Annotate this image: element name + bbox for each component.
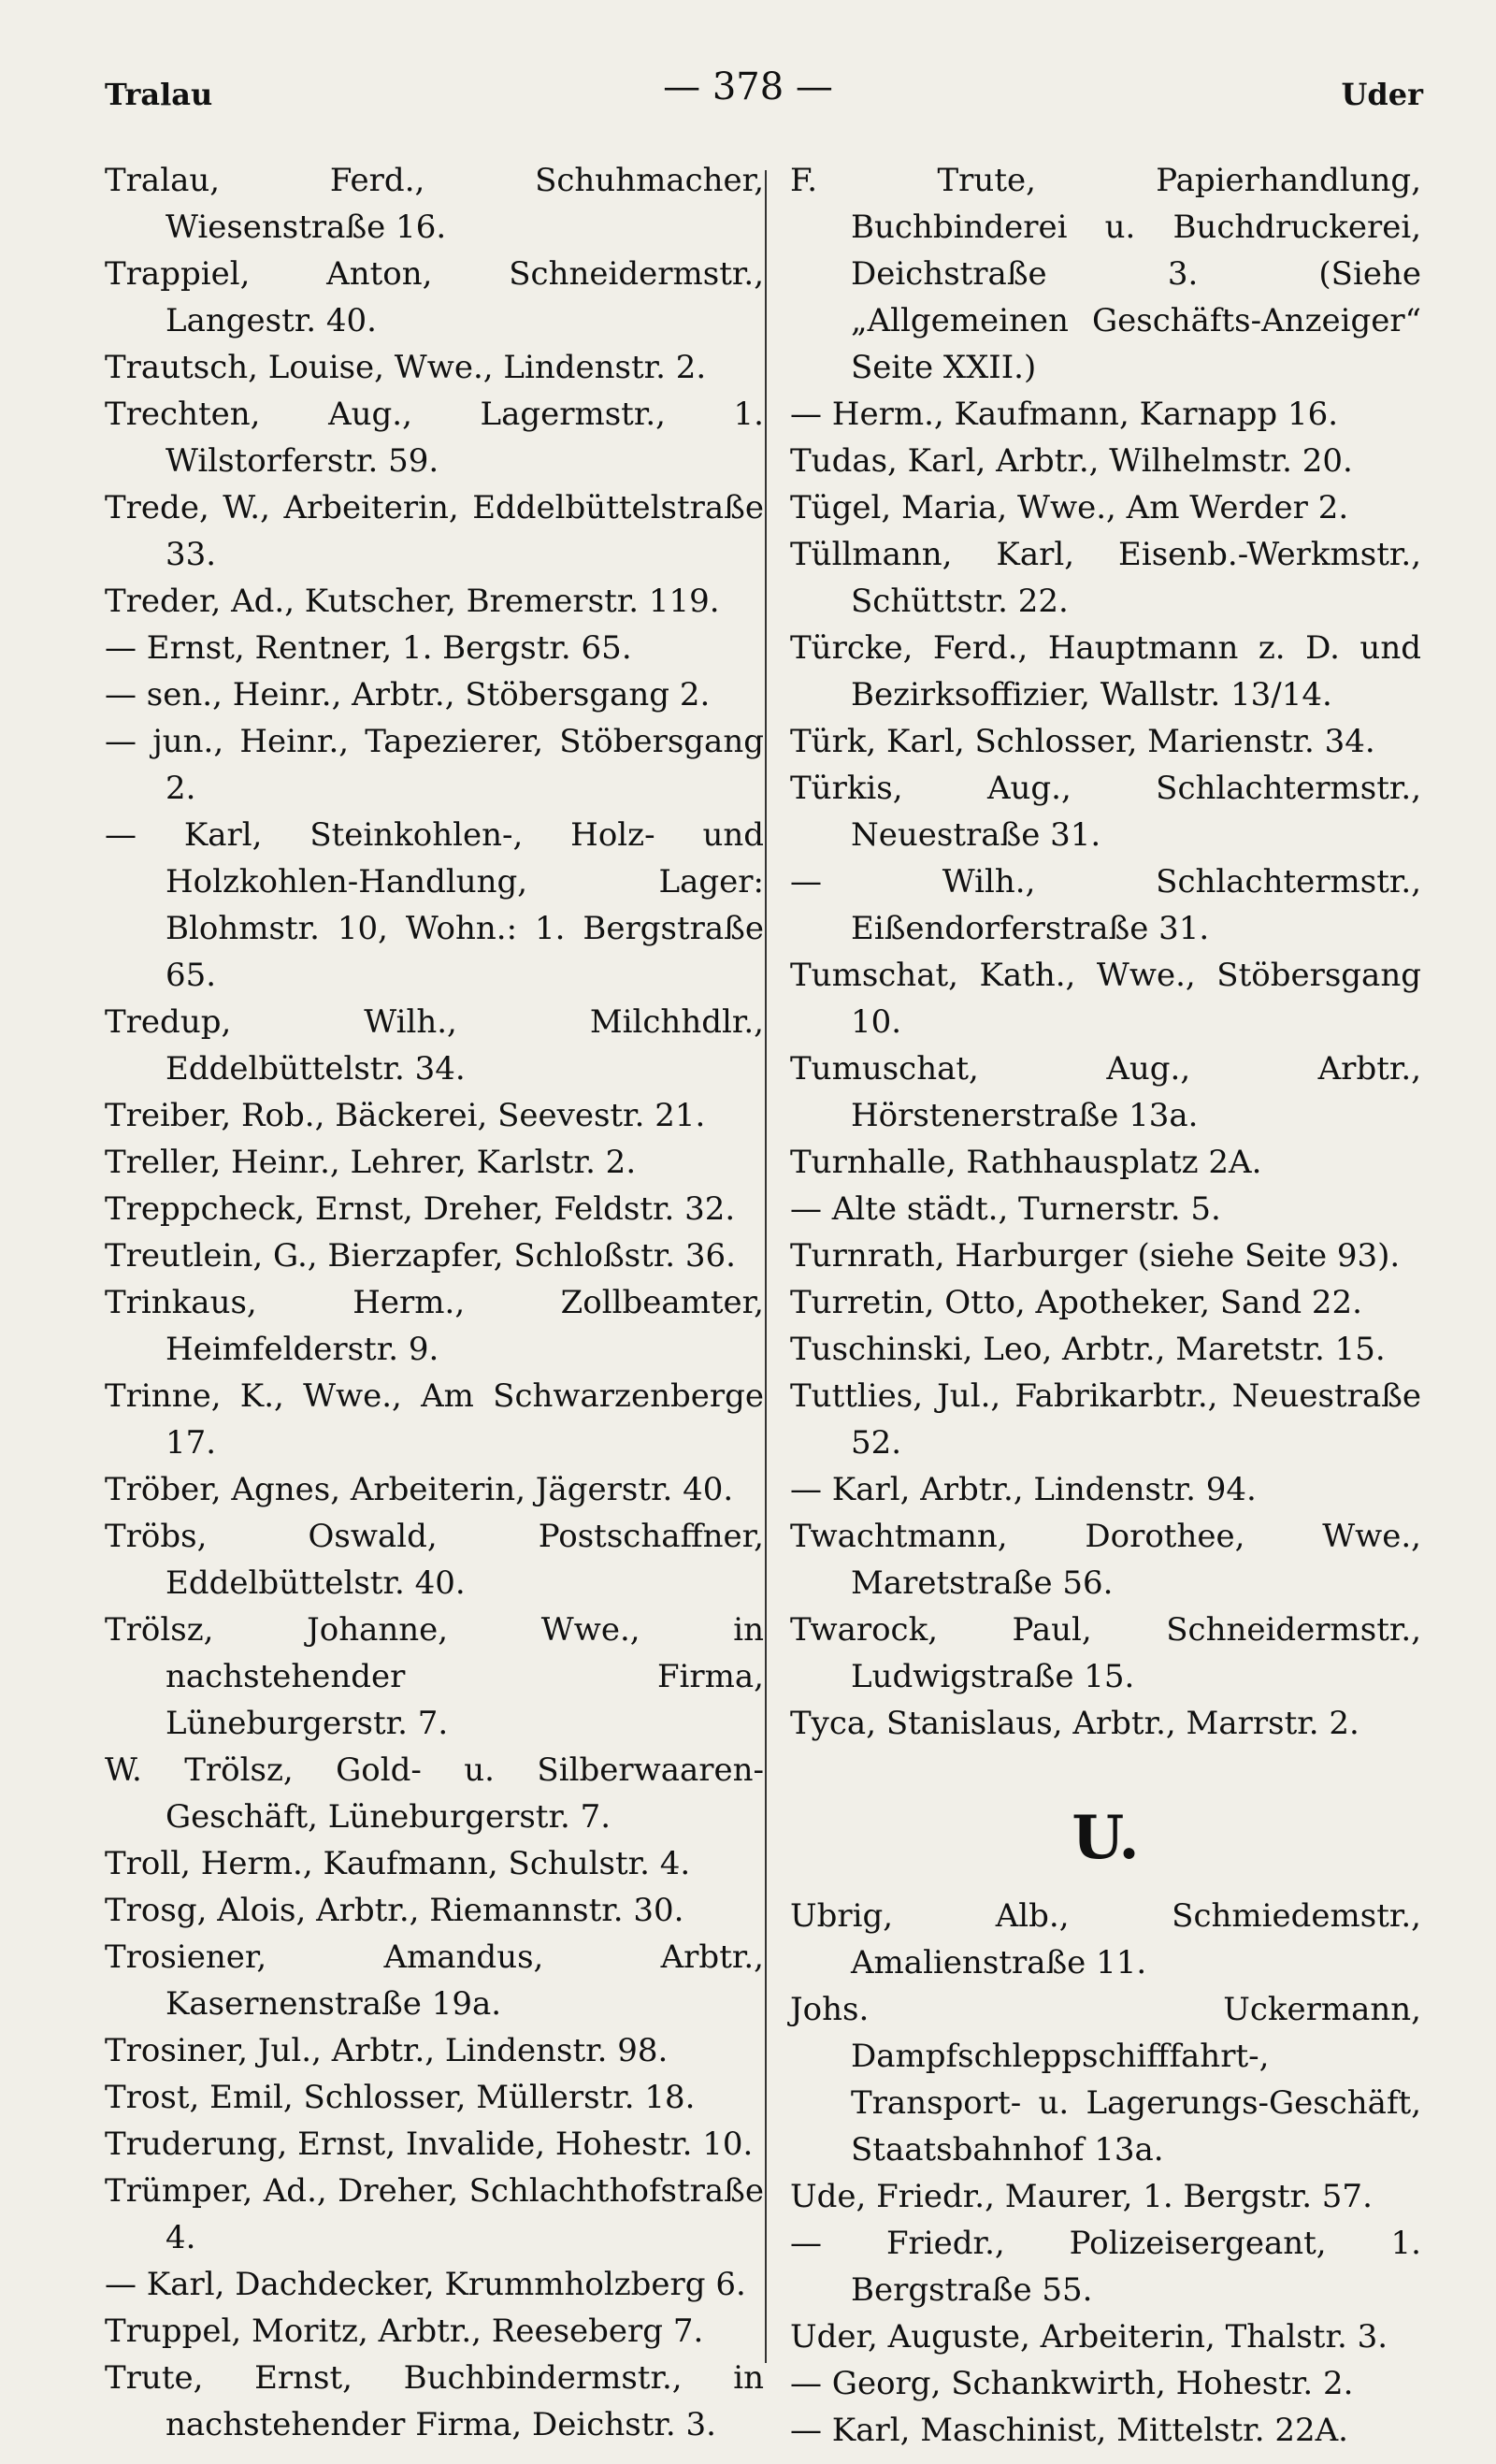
directory-entry: Tredup, Wilh., Milchhdlr., Eddelbüttelstr. 34.: [105, 1003, 764, 1088]
directory-entry: — Friedr., Polizeisergeant, 1. Bergstraße 55.: [790, 2225, 1421, 2309]
directory-entry: — Wilh., Schlachtermstr., Eißendorferstraße 31.: [790, 863, 1421, 947]
directory-entry: Tüllmann, Karl, Eisenb.-Werkmstr., Schüttstr. 22.: [790, 536, 1421, 620]
directory-entry: — Karl, Dachdecker, Krummholzberg 6.: [105, 2266, 746, 2303]
directory-entry: Türcke, Ferd., Hauptmann z. D. und Bezirksoffizier, Wallstr. 13/14.: [790, 629, 1421, 713]
page-number: — 378 —: [663, 65, 833, 108]
header-first-name: Tralau: [105, 77, 213, 112]
directory-entry: Ude, Friedr., Maurer, 1. Bergstr. 57.: [790, 2178, 1373, 2215]
directory-entry: — jun., Heinr., Tapezierer, Stöbersgang 2.: [105, 723, 764, 807]
directory-entry: Trost, Emil, Schlosser, Müllerstr. 18.: [105, 2079, 696, 2116]
directory-entry: Tralau, Ferd., Schuhmacher, Wiesenstraße 16.: [105, 162, 764, 246]
directory-entry: Treppcheck, Ernst, Dreher, Feldstr. 32.: [105, 1190, 736, 1228]
directory-entry: Turnrath, Harburger (siehe Seite 93).: [790, 1237, 1401, 1275]
directory-entry: Tudas, Karl, Arbtr., Wilhelmstr. 20.: [790, 442, 1353, 480]
directory-entry: Trosiener, Amandus, Arbtr., Kasernenstraße 19a.: [105, 1938, 764, 2023]
column-divider: [765, 170, 767, 2363]
directory-entry: Tuttlies, Jul., Fabrikarbtr., Neuestraße 52.: [790, 1377, 1421, 1462]
directory-entry: Ubrig, Alb., Schmiedemstr., Amalienstraße 11.: [790, 1897, 1421, 1981]
directory-entry: — Karl, Maschinist, Mittelstr. 22A.: [790, 2412, 1348, 2449]
directory-entry: Tröber, Agnes, Arbeiterin, Jägerstr. 40.: [105, 1471, 734, 1508]
directory-entry: Turretin, Otto, Apotheker, Sand 22.: [790, 1284, 1362, 1321]
directory-entry: Trechten, Aug., Lagermstr., 1. Wilstorferstr. 59.: [105, 396, 764, 480]
directory-entry: Trölsz, Johanne, Wwe., in nachstehender Firma, Lüneburgerstr. 7.: [105, 1611, 764, 1742]
directory-entry: — Alte städt., Turnerstr. 5.: [790, 1190, 1221, 1228]
directory-entry: Trede, W., Arbeiterin, Eddelbüttelstraße 33.: [105, 489, 764, 573]
directory-entry: Türk, Karl, Schlosser, Marienstr. 34.: [790, 723, 1375, 760]
directory-entry: Tuschinski, Leo, Arbtr., Maretstr. 15.: [790, 1331, 1386, 1368]
directory-entry: Tyca, Stanislaus, Arbtr., Marrstr. 2.: [790, 1705, 1359, 1742]
directory-entry: Turnhalle, Rathhausplatz 2A.: [790, 1144, 1262, 1181]
directory-entry: — Georg, Schankwirth, Hohestr. 2.: [790, 2365, 1354, 2402]
directory-entry: Treiber, Rob., Bäckerei, Seevestr. 21.: [105, 1097, 706, 1134]
directory-entry: Twarock, Paul, Schneidermstr., Ludwigstraße 15.: [790, 1611, 1421, 1695]
directory-entry: — sen., Heinr., Arbtr., Stöbersgang 2.: [105, 676, 711, 713]
directory-entry: Truppel, Moritz, Arbtr., Reeseberg 7.: [105, 2313, 704, 2350]
header-last-name: Uder: [1341, 77, 1423, 112]
directory-entry: — Karl, Arbtr., Lindenstr. 94.: [790, 1471, 1257, 1508]
directory-entry: Türkis, Aug., Schlachtermstr., Neuestraße 31.: [790, 770, 1421, 854]
section-letter-u: U.: [1072, 1803, 1140, 1873]
right-column-entries: [790, 157, 1421, 1747]
directory-entry: Trinkaus, Herm., Zollbeamter, Heimfelderstr. 9.: [105, 1284, 764, 1368]
directory-entry: Tumschat, Kath., Wwe., Stöbersgang 10.: [790, 957, 1421, 1041]
page-header: [0, 65, 1496, 122]
directory-entry: Uder, Auguste, Arbeiterin, Thalstr. 3.: [790, 2318, 1388, 2356]
directory-entry: Treller, Heinr., Lehrer, Karlstr. 2.: [105, 1144, 637, 1181]
directory-entry: W. Trölsz, Gold- u. Silberwaaren-Geschäft, Lüneburgerstr. 7.: [105, 1751, 764, 1836]
directory-entry: — Karl, Steinkohlen-, Holz- und Holzkohlen-Handlung, Lager: Blohmstr. 10, Wohn.: 1. Bergstraße 65.: [105, 816, 764, 994]
directory-entry: Trosiner, Jul., Arbtr., Lindenstr. 98.: [105, 2032, 669, 2069]
left-column: [105, 157, 764, 2448]
directory-entry: Tügel, Maria, Wwe., Am Werder 2.: [790, 489, 1349, 526]
directory-entry: Truderung, Ernst, Invalide, Hohestr. 10.: [105, 2125, 754, 2163]
directory-entry: Tumuschat, Aug., Arbtr., Hörstenerstraße 13a.: [790, 1050, 1421, 1134]
directory-entry: — Herm., Kaufmann, Karnapp 16.: [790, 396, 1339, 433]
section-u-entries: [790, 1893, 1421, 2454]
directory-entry: Trümper, Ad., Dreher, Schlachthofstraße 4.: [105, 2172, 764, 2256]
directory-entry: Treder, Ad., Kutscher, Bremerstr. 119.: [105, 583, 720, 620]
right-column: [790, 157, 1421, 2454]
directory-entry: Tröbs, Oswald, Postschaffner, Eddelbüttelstr. 40.: [105, 1518, 764, 1602]
directory-entry: Troll, Herm., Kaufmann, Schulstr. 4.: [105, 1845, 691, 1882]
directory-entry: — Ernst, Rentner, 1. Bergstr. 65.: [105, 629, 632, 667]
directory-entry: F. Trute, Papierhandlung, Buchbinderei u. Buchdruckerei, Deichstraße 3. (Siehe „Allgemeinen Geschäfts-Anzeiger“ Seite XXII.): [790, 162, 1421, 386]
directory-entry: Trappiel, Anton, Schneidermstr., Langestr. 40.: [105, 255, 764, 339]
directory-entry: Treutlein, G., Bierzapfer, Schloßstr. 36.: [105, 1237, 736, 1275]
directory-entry: Trinne, K., Wwe., Am Schwarzenberge 17.: [105, 1377, 764, 1462]
directory-entry: Trute, Ernst, Buchbindermstr., in nachstehender Firma, Deichstr. 3.: [105, 2359, 764, 2443]
directory-entry: Twachtmann, Dorothee, Wwe., Maretstraße 56.: [790, 1518, 1421, 1602]
directory-entry: Johs. Uckermann, Dampfschleppschifffahrt-, Transport- u. Lagerungs-Geschäft, Staatsbahnhof 13a.: [790, 1991, 1421, 2169]
directory-entry: Trautsch, Louise, Wwe., Lindenstr. 2.: [105, 349, 707, 386]
directory-entry: Trosg, Alois, Arbtr., Riemannstr. 30.: [105, 1892, 684, 1929]
